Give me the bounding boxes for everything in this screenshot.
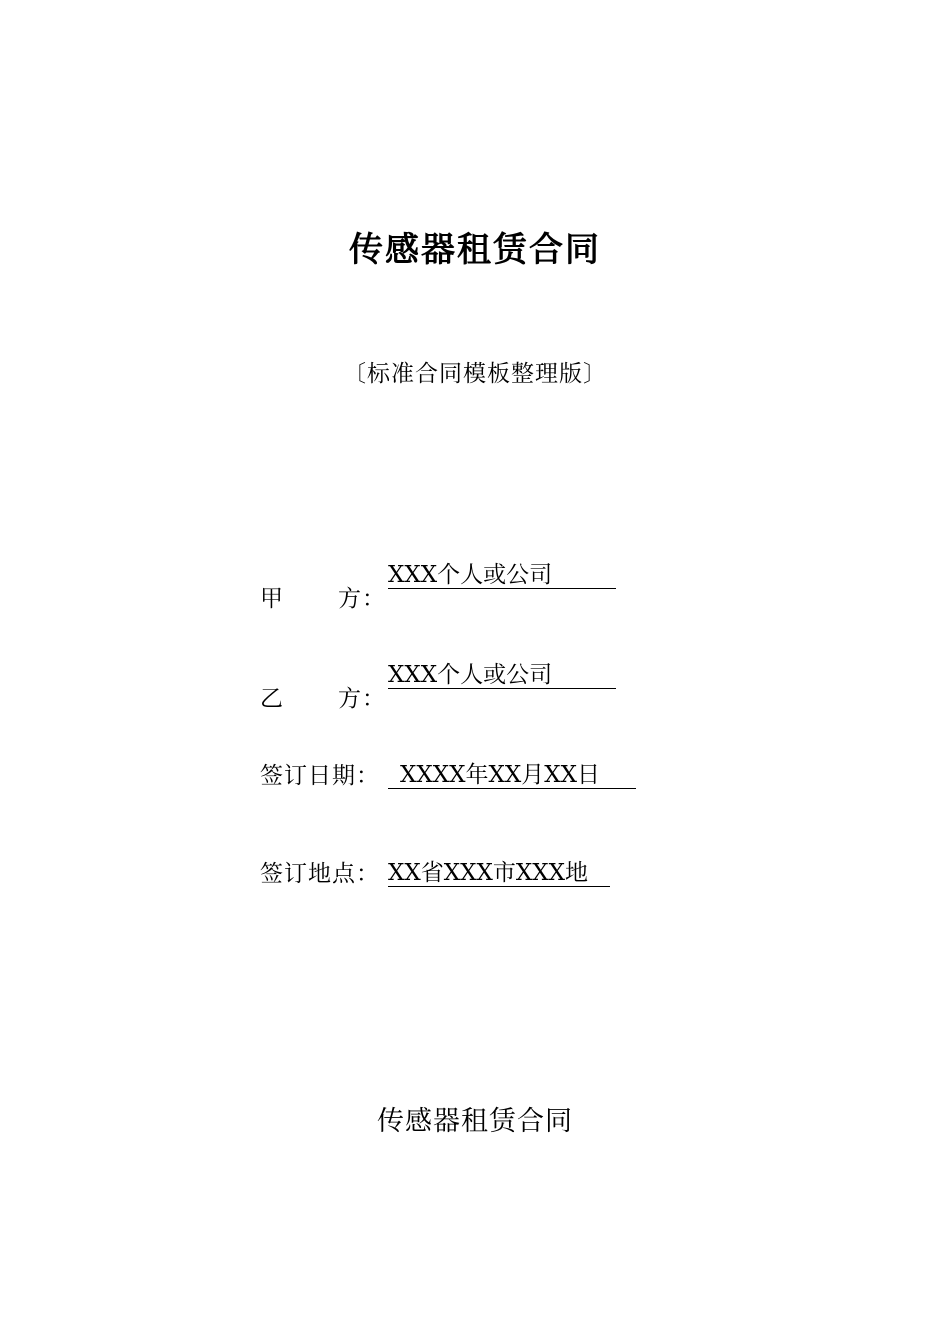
party-a-label-char1: 甲: [260, 586, 284, 612]
party-a-field: [260, 560, 616, 612]
document-subtitle: 〔标准合同模板整理版〕: [343, 361, 607, 387]
sign-place-field: [260, 858, 610, 890]
party-b-label-char1: 乙: [260, 686, 284, 712]
sign-place-value: XX省XXX市XXX地: [388, 860, 610, 887]
sign-place-label: 签订地点：: [260, 861, 380, 887]
sign-date-label: 签订日期：: [260, 763, 380, 789]
sign-date-field: [260, 760, 636, 792]
party-a-label-char2: 方：: [338, 586, 386, 612]
sign-date-value: XXXX年XX月XX日: [388, 762, 636, 789]
party-a-value: XXX个人或公司: [388, 562, 616, 589]
footer-title: 传感器租赁合同: [377, 1106, 573, 1137]
party-b-field: [260, 660, 616, 712]
document-title: 传感器租赁合同: [349, 230, 601, 270]
party-b-value: XXX个人或公司: [388, 662, 616, 689]
party-b-label-char2: 方：: [338, 686, 386, 712]
